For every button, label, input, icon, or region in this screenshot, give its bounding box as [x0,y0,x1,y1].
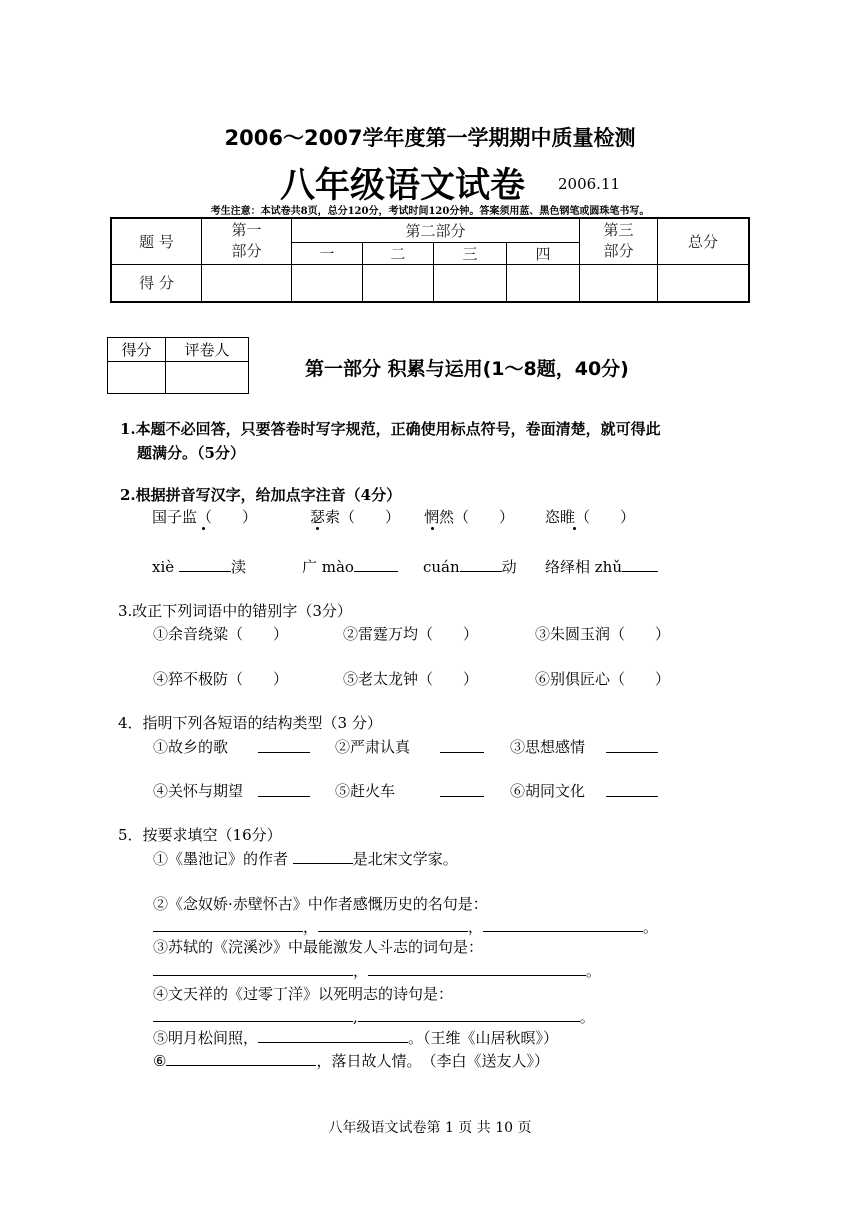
part2-sub-1: 一 [292,242,363,264]
section-title: 第一部分 积累与运用(1～8题，40分) [305,358,629,380]
q5-item-4-blanks: , 。 [153,1006,595,1027]
q4-item-3 [510,736,585,757]
q5-item-5-post: 。（王维《山居秋暝》） [408,1029,559,1047]
grader-box [107,337,249,394]
q5-item-6-post: ，落日故人情。 （李白《送友人》） [316,1052,549,1070]
emphasis-dot [316,527,319,530]
q2-item-1 [152,506,257,527]
exam-title-line2: 八年级语文试卷 [280,166,526,206]
grader-score-cell [108,362,166,394]
q2-item-3-text: 惘然（ ） [424,508,515,526]
q4-item-4 [153,780,243,801]
emphasis-dot [573,527,576,530]
blank-line [368,961,586,976]
q4-item-6 [510,780,585,801]
part2-sub-4: 四 [507,242,580,264]
q2-item-4 [545,506,635,527]
score-cell-part3 [580,264,658,302]
q2-pinyin-3 [423,556,517,577]
blank-line [153,917,303,932]
page-footer: 八年级语文试卷第 1 页 共 10 页 [328,1120,532,1136]
exam-date: 2006.11 [558,175,621,193]
blank-line [440,782,484,797]
grader-score-label: 得分 [108,338,166,362]
exam-title-line1: 2006～2007学年度第一学期期中质量检测 [224,126,636,150]
blank-line [460,557,502,572]
score-table [110,217,750,303]
char-du: 渎 [230,558,246,576]
q3-item-3: ③朱圆玉润（ ） [535,625,671,643]
blank-line [258,1028,408,1043]
q4-item-5-text: ⑤赶火车 [335,782,396,800]
q4-item-1-text: ①故乡的歌 [153,738,229,756]
q4-item-2-text: ②严肃认真 [335,738,411,756]
q1-line2: 题满分。（5分） [137,444,245,462]
blank-line [440,738,484,753]
q2-pinyin-4 [545,556,658,577]
q4-title: 4．指明下列各短语的结构类型（3 分） [118,714,382,732]
pinyin-zhu: 络绎相 zhǔ [545,558,622,576]
total-header: 总分 [658,218,750,264]
part1-header: 第一 部分 [202,218,292,264]
grader-name-label: 评卷人 [166,338,249,362]
emphasis-dot [202,527,205,530]
q2-item-3 [424,506,514,527]
q5-title: 5．按要求填空（16分） [118,826,282,844]
blank-line [258,782,310,797]
blank-line [153,961,353,976]
q1-line1: 1.本题不必回答，只要答卷时写字规范，正确使用标点符号，卷面清楚，就可得此 [120,420,661,438]
q4-item-2 [335,736,410,757]
q5-item-2: ②《念奴娇·赤壁怀古》中作者感慨历史的名句是： [153,895,488,913]
blank-line [606,738,658,753]
q2-item-1-text: 国子监（ ） [152,508,258,526]
row-label-score: 得 分 [111,264,202,302]
char-dong: 动 [501,558,517,576]
pinyin-xie: xiè [152,558,175,576]
blank-line [179,557,231,572]
score-cell-part2-4 [507,264,580,302]
q5-item-6-pre: ⑥ [153,1052,167,1070]
q4-item-6-text: ⑥胡同文化 [510,782,586,800]
q5-item-6 [153,1050,549,1071]
blank-line [483,917,643,932]
q2-item-4-text: 恣睢（ ） [545,508,636,526]
q2-pinyin-2 [302,556,398,577]
q5-item-3-blanks: ， 。 [153,960,601,981]
blank-line [258,738,310,753]
pinyin-cuan: cuán [423,558,460,576]
blank-line [354,557,398,572]
q3-item-5: ⑤老太龙钟（ ） [343,670,479,688]
pinyin-mao: 广 mào [302,558,354,576]
blank-line [293,849,353,864]
q4-item-5 [335,780,395,801]
q2-item-2-text: 瑟索（ ） [310,508,401,526]
q3-item-2: ②雷霆万均（ ） [343,625,479,643]
blank-line [606,782,658,797]
q3-title: 3.改正下列词语中的错别字（3分） [118,602,352,620]
q3-item-1: ①余音绕粱（ ） [153,625,289,643]
exam-notice: 考生注意：本试卷共8页，总分120分，考试时间120分钟。答案须用蓝、黑色钢笔或圆珠笔书写。 [210,206,650,217]
q4-item-3-text: ③思想感情 [510,738,586,756]
part2-header: 第二部分 [292,218,580,242]
score-cell-part2-1 [292,264,363,302]
blank-line [358,1007,580,1022]
q5-item-5 [153,1027,558,1048]
q3-item-6: ⑥别俱匠心（ ） [535,670,671,688]
q2-title: 2.根据拼音写汉字，给加点字注音（4分） [120,486,402,504]
q5-item-3: ③苏轼的《浣溪沙》中最能激发人斗志的词句是： [153,938,484,956]
q5-item-1-pre: ①《墨池记》的作者 [153,850,289,868]
grader-name-cell [166,362,249,394]
q4-item-1 [153,736,228,757]
q5-item-4: ④文天祥的《过零丁洋》以死明志的诗句是： [153,985,454,1003]
row-label-question-no: 题 号 [111,218,202,264]
q5-item-5-pre: ⑤明月松间照， [153,1029,259,1047]
q5-item-1-post: 是北宋文学家。 [352,850,458,868]
blank-line [622,557,658,572]
score-cell-part2-2 [363,264,434,302]
score-cell-part1 [202,264,292,302]
q3-item-4: ④猝不极防（ ） [153,670,289,688]
blank-line [318,917,468,932]
part2-sub-3: 三 [434,242,507,264]
q4-item-4-text: ④关怀与期望 [153,782,244,800]
q2-pinyin-1 [152,556,246,577]
q5-item-1 [153,848,458,869]
emphasis-dot [431,527,434,530]
score-cell-part2-3 [434,264,507,302]
q2-item-2 [310,506,400,527]
blank-line [153,1007,353,1022]
part3-header: 第三 部分 [580,218,658,264]
part2-sub-2: 二 [363,242,434,264]
score-cell-total [658,264,750,302]
blank-line [166,1051,316,1066]
q5-item-2-blanks: ， ， 。 [153,916,658,937]
